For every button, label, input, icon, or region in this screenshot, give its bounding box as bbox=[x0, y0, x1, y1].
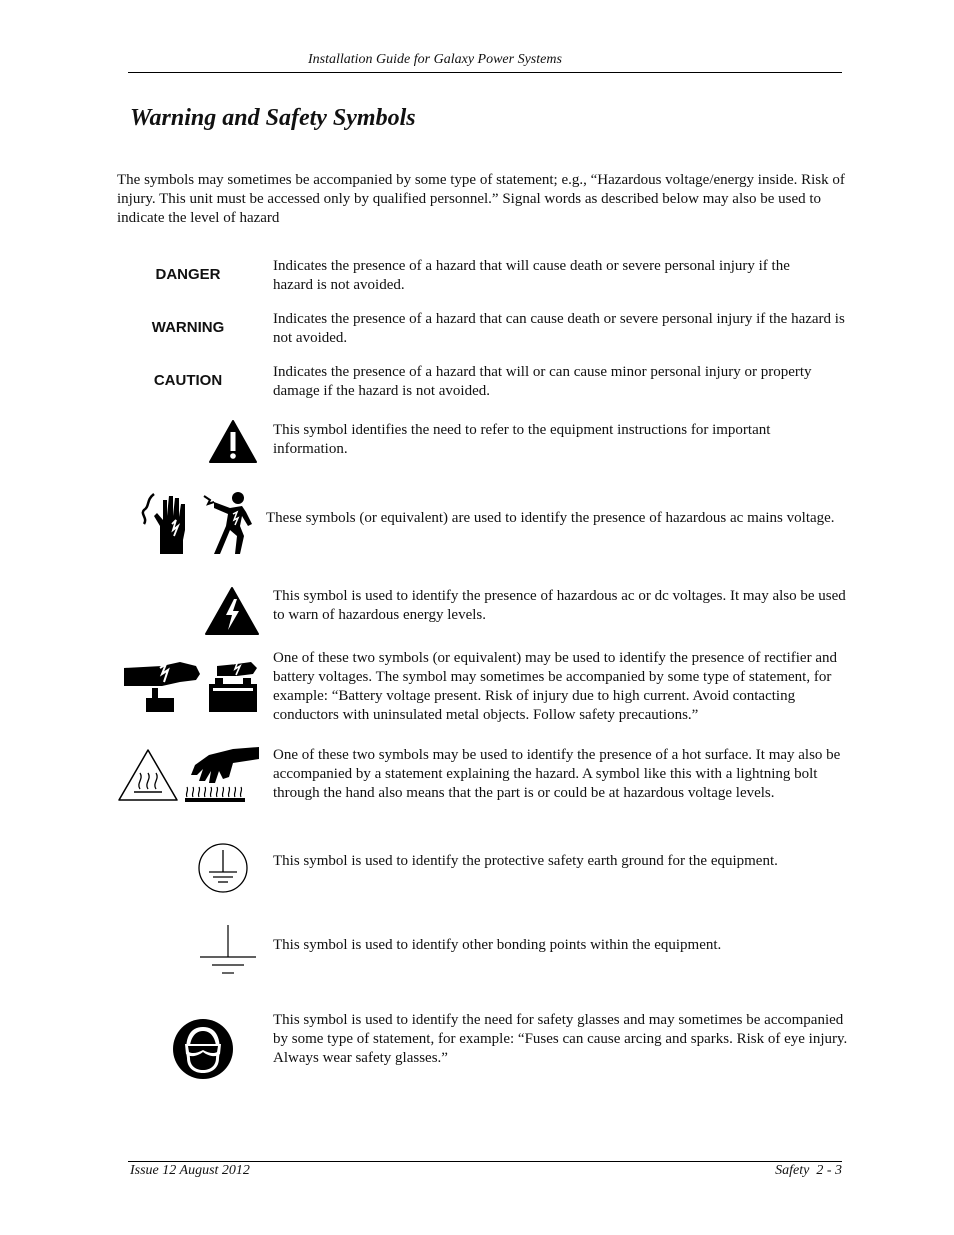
symbol-text-hot-surface: One of these two symbols may be used to identify the presence of a hot surface. It may also be accompanied by a statement explaining the hazard. A symbol like this with a lightning bolt through the hand also means that the part is or could be at hazardous voltage levels. bbox=[273, 747, 841, 801]
shock-hand-icon bbox=[136, 490, 192, 556]
signal-text-caution: Indicates the presence of a hazard that will or can cause minor personal injury or property damage if the hazard is not avoided. bbox=[273, 364, 812, 399]
protective-earth-icon bbox=[197, 842, 249, 894]
rectifier-hand-icon bbox=[122, 660, 202, 714]
lightning-triangle-icon bbox=[204, 586, 260, 636]
page-title: Warning and Safety Symbols bbox=[130, 105, 416, 131]
intro-paragraph: The symbols may sometimes be accompanied by some type of statement; e.g., “Hazardous voltage/energy inside. Risk of injury. This unit must be accessed only by qualified personnel.” Signal words as described below may also be used to indicate the level of hazard bbox=[117, 172, 845, 226]
shock-person-icon bbox=[200, 490, 258, 556]
exclamation-triangle-icon bbox=[208, 419, 258, 464]
bonding-ground-icon bbox=[198, 923, 258, 975]
footer-page-number: Safety 2 - 3 bbox=[775, 1163, 842, 1178]
signal-word-warning: WARNING bbox=[151, 319, 225, 336]
symbol-text-instructions: This symbol identifies the need to refer to the equipment instructions for important information. bbox=[273, 422, 771, 457]
signal-text-warning: Indicates the presence of a hazard that can cause death or severe personal injury if the hazard is not avoided. bbox=[273, 311, 845, 346]
symbol-text-ac-mains: These symbols (or equivalent) are used to identify the presence of hazardous ac mains voltage. bbox=[266, 510, 835, 526]
safety-glasses-icon bbox=[172, 1018, 234, 1080]
footer-issue: Issue 12 August 2012 bbox=[130, 1163, 250, 1178]
symbol-text-protective-earth: This symbol is used to identify the protective safety earth ground for the equipment. bbox=[273, 853, 778, 869]
header-rule bbox=[128, 72, 842, 73]
battery-shock-icon bbox=[207, 660, 259, 714]
signal-text-danger: Indicates the presence of a hazard that will cause death or severe personal injury if the hazard is not avoided. bbox=[273, 258, 790, 293]
hot-surface-triangle-icon bbox=[116, 747, 180, 803]
symbol-text-ac-dc: This symbol is used to identify the presence of hazardous ac or dc voltages. It may also be used to warn of hazardous energy levels. bbox=[273, 588, 846, 623]
running-header: Installation Guide for Galaxy Power Systems bbox=[308, 52, 562, 67]
symbol-text-safety-glasses: This symbol is used to identify the need for safety glasses and may sometimes be accompanied by some type of statement, for example: “Fuses can cause arcing and sparks. Risk of eye injury. Always wear safety glasses.” bbox=[273, 1012, 848, 1066]
symbol-text-rectifier-battery: One of these two symbols (or equivalent) may be used to identify the presence of rectifier and battery voltages. The symbol may sometimes be accompanied by some type of statement, for example: “Battery voltage present. Risk of injury due to high current. Avoid contacting conductors with uninsulated metal objects. Follow safety precautions.” bbox=[273, 650, 837, 723]
footer-rule bbox=[128, 1161, 842, 1162]
hot-surface-hand-icon bbox=[183, 745, 261, 803]
symbol-text-bonding: This symbol is used to identify other bonding points within the equipment. bbox=[273, 937, 722, 953]
signal-word-danger: DANGER bbox=[155, 266, 221, 283]
signal-word-caution: CAUTION bbox=[153, 372, 223, 389]
